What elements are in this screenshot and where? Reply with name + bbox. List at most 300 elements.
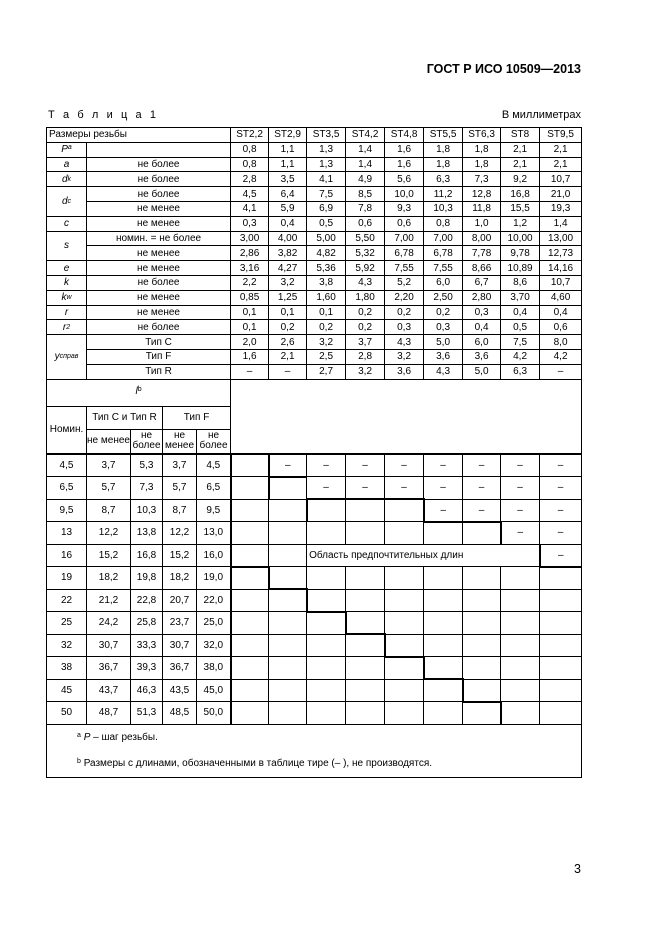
dimension-symbol [47,142,87,157]
length-mark: – [346,454,385,477]
dimension-value: 7,55 [424,261,463,276]
length-mark: – [501,454,540,477]
dimension-value: 1,8 [424,157,463,172]
dimension-value: 13,00 [540,231,582,246]
length-mark [231,454,269,477]
dimension-value: 0,3 [463,305,501,320]
dimension-qualifier: Тип C [87,335,231,350]
dimension-value: 0,3 [385,320,424,335]
footnote-text: – шаг резьбы. [90,732,158,744]
dimension-row [47,172,582,187]
length-limit: 21,2 [87,589,131,612]
dimension-row [47,335,582,350]
length-mark [269,702,307,725]
length-limit: 50,0 [197,702,231,725]
dimension-value: 0,2 [346,320,385,335]
dimension-value: 8,66 [463,261,501,276]
length-mark [385,679,424,702]
dimension-value: 2,86 [231,246,269,261]
dimension-symbol [47,172,87,187]
dimension-value: 0,1 [307,305,346,320]
dimension-value: 3,2 [269,275,307,290]
dimension-value: 0,2 [385,305,424,320]
length-mark [269,612,307,635]
dimension-symbol [47,320,87,335]
dimensions-table [46,127,582,778]
dimension-value: 5,0 [424,335,463,350]
length-limit: 25,0 [197,612,231,635]
dimension-value: 1,6 [385,142,424,157]
dimension-value: 0,8 [231,142,269,157]
dimension-qualifier: не менее [87,305,231,320]
length-mark [424,567,463,590]
length-mark: – [540,544,582,567]
dimension-value: 19,3 [540,201,582,216]
dimension-value: 3,2 [346,364,385,379]
length-mark [269,634,307,657]
dimension-value: 2,6 [269,335,307,350]
dimension-value: – [540,364,582,379]
length-limit: 3,7 [163,454,197,477]
dimension-qualifier: не более [87,157,231,172]
length-limit: 24,2 [87,612,131,635]
dimension-value: 2,1 [540,157,582,172]
length-limit: 30,7 [163,634,197,657]
dimension-value: 4,2 [540,349,582,364]
dimension-value: 8,00 [463,231,501,246]
dimension-value: 0,6 [385,216,424,231]
length-mark [424,657,463,680]
dimension-value: 5,00 [307,231,346,246]
document-header: ГОСТ Р ИСО 10509—2013 [426,62,581,76]
length-mark: – [501,477,540,500]
footnote-row [47,724,582,751]
dimension-row [47,231,582,246]
nominal-length: 25 [47,612,87,635]
dimension-value: – [269,364,307,379]
length-limit: 9,5 [197,499,231,522]
length-limit: 13,8 [131,522,163,545]
length-row [47,454,582,477]
dimension-symbol [47,290,87,305]
length-mark [385,499,424,522]
dimension-subscript: 2 [66,323,71,331]
length-mark [540,612,582,635]
length-mark [307,499,346,522]
footnote-a [47,724,582,751]
dimension-value: 0,8 [424,216,463,231]
dimension-value: 0,1 [231,305,269,320]
length-limit: 39,3 [131,657,163,680]
dimension-qualifier: Тип F [87,349,231,364]
footnote-row [47,751,582,778]
length-limit: 22,8 [131,589,163,612]
dimension-row [47,157,582,172]
dimension-row [47,246,582,261]
dimension-value: 3,8 [307,275,346,290]
dimension-value: 2,80 [463,290,501,305]
dimension-value: 5,6 [385,172,424,187]
length-limit: 12,2 [87,522,131,545]
length-symbol [47,379,231,406]
length-mark [269,522,307,545]
dimension-value: 1,0 [463,216,501,231]
footnote-text: Размеры с длинами, обозначенными в таблице тире (– ), не производятся. [83,758,433,770]
length-mark: – [424,499,463,522]
length-mark [307,679,346,702]
length-row [47,702,582,725]
dimension-value: 7,5 [307,187,346,202]
length-mark [540,589,582,612]
dimension-symbol [47,275,87,290]
length-limit: 30,7 [87,634,131,657]
length-limit: 19,0 [197,567,231,590]
length-mark [346,657,385,680]
dimension-value: 1,1 [269,142,307,157]
nominal-length: 19 [47,567,87,590]
length-mark: – [424,454,463,477]
dimension-qualifier: не более [87,320,231,335]
dimension-value: 6,3 [501,364,540,379]
dimension-qualifier: не менее [87,290,231,305]
dimension-value: 0,4 [540,305,582,320]
thread-size-5: ST5,5 [424,128,463,143]
dimension-value: 6,4 [269,187,307,202]
dimension-value: 0,1 [231,320,269,335]
length-limit: 20,7 [163,589,197,612]
length-mark [269,567,307,590]
table-caption: Т а б л и ц а 1 [48,109,159,121]
nominal-length: 32 [47,634,87,657]
length-mark: – [501,499,540,522]
dimension-value: 11,8 [463,201,501,216]
nominal-length: 9,5 [47,499,87,522]
dimension-symbol [47,157,87,172]
length-mark: – [540,477,582,500]
dimension-value: 2,1 [501,157,540,172]
dimension-value: 4,00 [269,231,307,246]
dimension-value: 3,70 [501,290,540,305]
length-limit: 13,0 [197,522,231,545]
length-mark [307,589,346,612]
dimension-value: 10,00 [501,231,540,246]
dimension-value: 1,80 [346,290,385,305]
dimension-value: 6,78 [424,246,463,261]
length-limit: 5,7 [163,477,197,500]
dimension-value: 15,5 [501,201,540,216]
length-limit: 18,2 [163,567,197,590]
nominal-length: 50 [47,702,87,725]
length-mark [501,567,540,590]
length-mark [307,702,346,725]
length-mark [501,679,540,702]
length-row [47,544,582,567]
units-note: В миллиметрах [501,109,581,121]
dimension-value: 4,3 [385,335,424,350]
length-row [47,679,582,702]
length-mark: – [385,477,424,500]
dimension-value: 1,8 [424,142,463,157]
length-mark [501,612,540,635]
dimension-value: 5,32 [346,246,385,261]
length-mark [385,612,424,635]
length-mark [346,522,385,545]
dimension-value: 8,5 [346,187,385,202]
length-mark [424,589,463,612]
dimension-value: 0,5 [307,216,346,231]
length-limit: 16,0 [197,544,231,567]
dimension-value: 1,4 [540,216,582,231]
dimension-value: 4,5 [231,187,269,202]
thread-size-4: ST4,8 [385,128,424,143]
length-mark [463,634,501,657]
dimension-symbol-text: P [61,144,68,156]
length-max-header: не более [131,429,163,454]
length-row [47,657,582,680]
thread-size-1: ST2,9 [269,128,307,143]
length-mark: – [307,454,346,477]
header-row [47,128,582,143]
dimension-value: 3,16 [231,261,269,276]
length-header-row [47,379,582,406]
dimension-value: 5,9 [269,201,307,216]
length-row [47,477,582,500]
dimension-value: 4,60 [540,290,582,305]
dimension-value: 1,3 [307,157,346,172]
dimension-value: 4,3 [424,364,463,379]
thread-size-0: ST2,2 [231,128,269,143]
length-mark [346,634,385,657]
dimension-symbol-text: y [54,351,60,363]
dimension-qualifier [87,142,231,157]
dimension-value: 1,6 [385,157,424,172]
dimension-value: 6,9 [307,201,346,216]
length-mark: – [307,477,346,500]
dimension-value: 0,2 [424,305,463,320]
length-mark [463,522,501,545]
length-mark [346,679,385,702]
dimension-symbol [47,335,87,379]
length-row [47,589,582,612]
dimension-symbol-text: e [63,262,70,274]
dimension-value: 4,1 [307,172,346,187]
length-limit: 22,0 [197,589,231,612]
dimension-value: 7,00 [385,231,424,246]
dimension-value: 6,3 [424,172,463,187]
length-mark: – [463,454,501,477]
dimension-value: – [231,364,269,379]
dimension-value: 6,0 [463,335,501,350]
dimension-value: 2,20 [385,290,424,305]
length-mark [346,702,385,725]
dimension-value: 7,00 [424,231,463,246]
length-mark [346,612,385,635]
length-limit: 5,7 [87,477,131,500]
dimension-value: 12,8 [463,187,501,202]
length-mark: – [269,454,307,477]
dimension-qualifier: не менее [87,201,231,216]
length-mark [424,522,463,545]
length-mark [501,589,540,612]
dimension-qualifier: не более [87,275,231,290]
length-mark [540,634,582,657]
thread-size-2: ST3,5 [307,128,346,143]
dimension-value: 11,2 [424,187,463,202]
length-limit: 43,5 [163,679,197,702]
length-mark [231,522,269,545]
dimension-value: 5,2 [385,275,424,290]
length-row [47,522,582,545]
dimension-value: 0,3 [231,216,269,231]
nominal-length: 16 [47,544,87,567]
dimension-value: 7,8 [346,201,385,216]
dimension-value: 1,8 [463,142,501,157]
dimension-value: 3,2 [385,349,424,364]
length-mark [540,702,582,725]
length-mark [269,544,307,567]
dimension-value: 10,7 [540,275,582,290]
thread-size-8: ST9,5 [540,128,582,143]
dimension-value: 4,27 [269,261,307,276]
dimension-value: 7,5 [501,335,540,350]
dimension-value: 0,4 [463,320,501,335]
dimension-value: 2,8 [231,172,269,187]
dimension-value: 2,8 [346,349,385,364]
dimension-value: 9,78 [501,246,540,261]
type-cr-header: Тип C и Тип R [87,406,163,429]
dimension-row [47,201,582,216]
length-mark [540,679,582,702]
footnote-mark: a [77,732,81,740]
length-mark [269,657,307,680]
length-mark: – [540,499,582,522]
dimension-value: 3,6 [385,364,424,379]
length-limit: 45,0 [197,679,231,702]
dimension-value: 7,3 [463,172,501,187]
dimension-row [47,142,582,157]
footnote-symbol: P [83,732,91,744]
length-limit: 48,5 [163,702,197,725]
dimension-value: 2,7 [307,364,346,379]
dimension-value: 0,8 [231,157,269,172]
footnote-mark: b [137,386,142,394]
length-mark [385,702,424,725]
dimension-value: 4,9 [346,172,385,187]
dimension-value: 5,92 [346,261,385,276]
preferred-area-label: Область предпочтительных длин [307,544,540,567]
dimension-value: 1,4 [346,142,385,157]
thread-size-header: Размеры резьбы [47,128,231,143]
dimension-value: 0,6 [346,216,385,231]
dimension-qualifier: не менее [87,261,231,276]
dimension-value: 2,0 [231,335,269,350]
dimension-value: 1,4 [346,157,385,172]
length-row [47,567,582,590]
dimension-value: 2,2 [231,275,269,290]
dimension-value: 2,50 [424,290,463,305]
dimension-value: 0,6 [540,320,582,335]
dimension-subscript: справ [59,353,79,361]
length-mark [231,634,269,657]
dimension-symbol-text: k [61,292,67,304]
length-limit: 38,0 [197,657,231,680]
dimension-qualifier: не менее [87,216,231,231]
dimension-value: 1,6 [231,349,269,364]
nominal-header: Номин. [47,406,87,454]
length-symbol-text: l [135,386,138,398]
length-mark [269,679,307,702]
dimension-row [47,320,582,335]
dimension-value: 6,0 [424,275,463,290]
dimension-value: 6,7 [463,275,501,290]
dimension-value: 7,55 [385,261,424,276]
dimension-value: 6,78 [385,246,424,261]
dimension-qualifier: номин. = не более [87,231,231,246]
length-mark [385,657,424,680]
length-limit: 23,7 [163,612,197,635]
length-limit: 51,3 [131,702,163,725]
length-mark [307,612,346,635]
length-mark [385,567,424,590]
thread-size-7: ST8 [501,128,540,143]
length-mark [385,589,424,612]
length-mark [269,499,307,522]
length-limit: 36,7 [163,657,197,680]
length-mark [501,634,540,657]
length-limit: 3,7 [87,454,131,477]
dimension-value: 7,78 [463,246,501,261]
length-mark [385,634,424,657]
dimension-value: 21,0 [540,187,582,202]
dimension-value: 0,1 [269,305,307,320]
length-mark [231,544,269,567]
length-mark [424,679,463,702]
length-mark [463,679,501,702]
length-mark [346,567,385,590]
length-mark: – [540,522,582,545]
dimension-symbol-text: k [64,277,69,289]
dimension-value: 4,3 [346,275,385,290]
dimension-value: 8,0 [540,335,582,350]
length-limit: 48,7 [87,702,131,725]
dimension-value: 0,4 [501,305,540,320]
dimension-symbol-text: r [62,321,67,333]
dimension-symbol [47,261,87,276]
length-mark [540,657,582,680]
length-min-header: не менее [163,429,197,454]
dimension-value: 0,4 [269,216,307,231]
length-limit: 10,3 [131,499,163,522]
dimension-value: 3,2 [307,335,346,350]
length-mark [307,657,346,680]
dimension-value: 4,82 [307,246,346,261]
length-mark: – [385,454,424,477]
nominal-length: 13 [47,522,87,545]
length-mark [346,589,385,612]
dimension-value: 0,85 [231,290,269,305]
dimension-value: 16,8 [501,187,540,202]
length-mark [463,657,501,680]
length-max-header: не более [197,429,231,454]
dimension-row [47,305,582,320]
page-number: 3 [574,862,581,876]
length-mark [501,657,540,680]
dimension-symbol-text: d [61,173,68,185]
dimension-subscript: c [67,197,72,205]
dimension-value: 3,6 [463,349,501,364]
thread-size-6: ST6,3 [463,128,501,143]
length-mark [463,612,501,635]
